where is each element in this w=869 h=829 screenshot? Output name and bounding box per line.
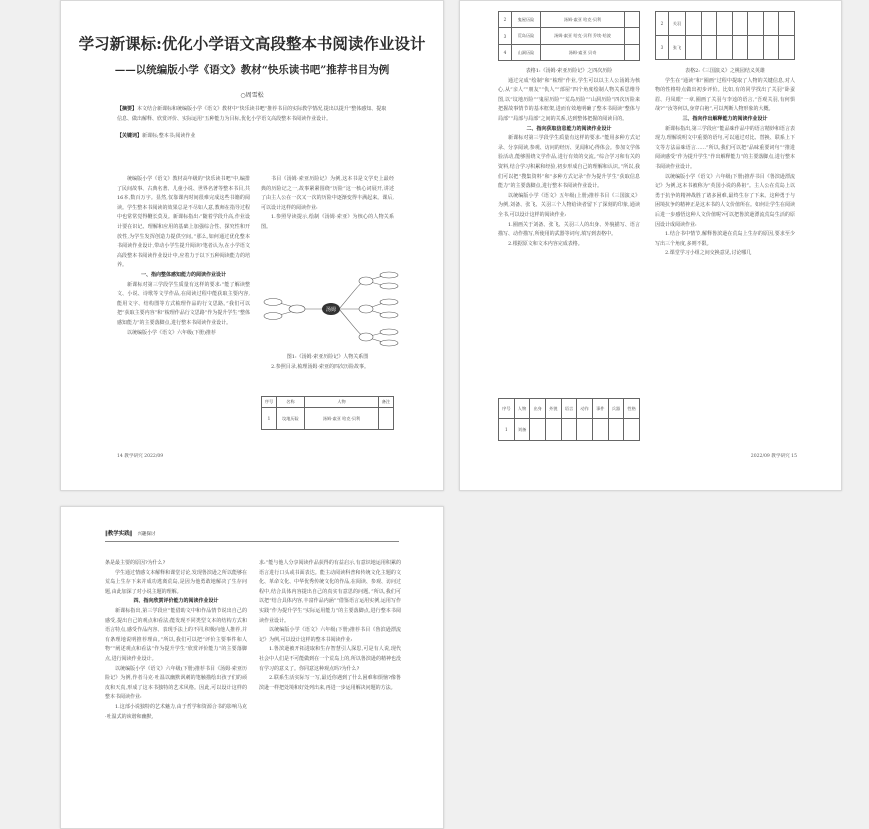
table-cell: 坟地历险	[277, 408, 305, 430]
page-footer: 14 教学研究 2022/09	[117, 454, 164, 459]
table-header: 兵器	[608, 399, 624, 419]
paragraph: 1.这部小说独特的艺术魅力,由于哲学和资源合书的影响马克·吐温式的诙谐和幽默,	[105, 703, 247, 720]
table-cell	[625, 45, 640, 61]
paragraph: 学生通过情感文本解释和课堂讨论,发现鲁滨逊之所以能够在荒岛上生存下来并成功逃离荒岛,是因为他勇敢地解决了生存问题,由此加深了对小说主题的理解。	[105, 569, 247, 595]
paragraph: 新课标指出,第三学段应“能品味作品中的语言精妙和语言表现力,理解说明文中重要的语句,可以通过对比、替换、联系上下文等方法品味语言……”所以,我们可以把“品味重要词句”“推进阅读感受”作为提升学生“作出解释能力”的主要落脚点,进行整本书阅读作业设计。	[655, 125, 795, 170]
table-cell: 关羽	[669, 12, 686, 36]
paragraph: 1.圈画关于刘备、张飞、关羽三人的出身、外貌描写、语言描写、动作描写,所使用的武器等词句,填写到表格中。	[498, 221, 640, 238]
table-header-row	[499, 399, 640, 419]
mindmap-center-label: 汤姆	[325, 307, 337, 313]
paragraph: 新课标对第三学段学生质量有这样的要求:“能了解读整文、小说、诗歌等文学作品,在阅读过程中能获取主要内容,能用文字、结构图等方式梳理作品的行文思路。”我们可以把“获取主要内容”和“梳理作品行文思路”作为提升学生“整体感知能力”的主要落脚点,进行整本书阅读作业设计。	[117, 281, 250, 326]
page-14	[60, 0, 444, 491]
table-header: 动作	[577, 399, 593, 419]
figure-caption-block	[261, 353, 394, 372]
article-title: 学习新课标:优化小学语文高段整本书阅读作业设计	[78, 34, 426, 53]
table-cell: 3	[656, 36, 669, 60]
table-cell: 汤姆·索亚 哈克·贝利 乔埃·哈波	[541, 28, 625, 45]
table-header: 人物	[514, 399, 530, 419]
table-cell: 汤姆·索亚 哈克·贝利	[541, 12, 625, 28]
table-cell: 2	[656, 12, 669, 36]
table-header: 人物	[305, 397, 379, 408]
table-header: 性格	[624, 399, 640, 419]
table-cell: 4	[499, 45, 512, 61]
table-header: 序号	[499, 399, 515, 419]
left-column	[498, 67, 640, 249]
paragraph: 2.联系生活实际写一写,最近你遇到了什么困难和烦恼?像鲁滨逊一样把处境和好处列出来,再进一步运用解决问题的方法。	[259, 675, 401, 691]
table-row	[499, 12, 640, 28]
author: ○周雪松	[240, 92, 264, 99]
page-16	[60, 506, 444, 829]
paragraph: 1.参照导读提示,绘制《汤姆·索亚》为核心的人物关系图。	[261, 214, 394, 230]
table-row	[262, 408, 394, 430]
table-cell: 1	[262, 408, 277, 430]
paragraph: 1.鲁滨逊被开拓进取和生存智慧引人深思,可是有人说,现代社会中人们是不可能做到在一个荒岛上的,所以鲁滨逊的精神也没有学习的意义了。你同意这种观点吗?为什么?	[259, 646, 401, 672]
table-caption: 表格1:《汤姆·索亚历险记》之四次历险	[525, 68, 613, 74]
table-cell: 刘备	[514, 419, 530, 441]
section-heading-2: 二、指向获取信息能力的阅读作业设计	[526, 125, 612, 132]
table-cell: 汤姆·索亚 贝奇	[541, 45, 625, 61]
table-cell: 荒岛历险	[512, 28, 541, 45]
character-table-continued	[655, 11, 795, 60]
table-row	[499, 28, 640, 45]
table-cell	[379, 408, 394, 430]
keywords-text: 新课标;整本书;阅读作业	[142, 133, 196, 139]
table-cell	[625, 28, 640, 45]
paragraph: 以统编版小学《语文》六年级(下册)推荐书目《鲁滨逊漂流记》为例,这本书被称为“英国小说的鼻祖”。主人公在荒岛上以勇于抗争的精神战胜了诸多困难,最终生存了下来。这种勇于与困境抗争的精神正是这本书的人文价值所在。如何让学生在阅读后进一步感悟这种人文价值呢?可以把鲁滨逊漂流荒岛生活的原因设计成阅读作业:	[655, 173, 795, 228]
table-header: 外貌	[545, 399, 561, 419]
paragraph: 条是最主要的原因?为什么?	[105, 560, 166, 566]
table-header: 备注	[379, 397, 394, 408]
character-table	[498, 398, 640, 441]
paragraph: 书目《汤姆·索亚历险记》为例,这本书是文学史上最经典的历险记之一,故事紧紧围绕“历险”这一核心词展开,讲述了由主人公在一次又一次的历险中逐渐变得丰满起来。课后,可以设计这样的阅读作业:	[261, 176, 394, 211]
paragraph: 以统编版小学《语文》六年级(下册)推荐书目《汤姆·索亚历险记》为例,作者马克·吐温以幽默讽刺的笔触描绘出孩子们的顽皮和天真,形成了这本书独特的艺术风格。因此,可以设计这样的整本书阅读作业:	[105, 665, 247, 701]
paragraph: 以统编版小学《语文》五年级(上册)推荐书目《三国演义》为例,刘备、张飞、关羽三个人物给读者留下了深刻的印象,通读全书,可以设计这样的阅读作业:	[498, 192, 640, 218]
page-footer: 2022/09 教学研究 15	[750, 454, 797, 459]
abstract-text: 本文结合新课标和统编版小学《语文》教材中“快乐读书吧”推荐书目的实际教学情况,提出以提升“整体感知、提取信息、做出解释、欣赏评价、实际运用”五种能力为目标,优化小学语文高段整本书阅读作业设计。	[117, 106, 387, 122]
section-heading-1: 一、指向整体感知能力的阅读作业设计	[140, 271, 226, 278]
section-heading-3: 三、指向作出解释能力的阅读作业设计	[682, 115, 768, 122]
paragraph: 求:“能与他人分享阅读作品获得的有益启示,有意识地运用积累的语言进行口头或书面表达。能主动阅读科普和传统文化主题的文化、革命文化、中华优秀传统文化的作品,在阅读、参观、访问过程中,结合具体内容提出自己的真实有意思的问题。”所以,我们可以把“结合具体内容,丰富作品内涵”“借鉴语言运用实例,运用写作实践”作为提升学生“实际运用能力”的主要落脚点,进行整本书阅读作业设计。	[259, 560, 401, 624]
right-column	[259, 559, 401, 828]
keywords-label: 【关键词】	[117, 133, 143, 139]
section-header-label: ‖教学实践‖	[105, 531, 133, 537]
page-15	[459, 0, 842, 491]
table-header: 序号	[262, 397, 277, 408]
section-header	[105, 529, 155, 537]
section-header-sub: 兴趣探讨	[137, 532, 156, 537]
table-row	[656, 12, 795, 36]
abstract	[117, 105, 391, 124]
paragraph: 2.课堂学习小组之间交换意见,讨论哪几	[665, 250, 752, 257]
adventure-table	[261, 396, 394, 430]
paragraph: 2.根据原文和文本内容完成表格。	[508, 240, 583, 247]
relationship-mindmap	[261, 269, 401, 349]
right-column	[655, 67, 795, 452]
table-row	[499, 45, 640, 61]
paragraph: 新课标指出,第三学段应“能借助文中和作品情节说出自己的感受,提出自己的观点和看法;能发现不同类型文本的结构方式和语言特点,感受作品内容、表现手法上的不同,积极向他人推荐,并有条理地说明推荐理由。”所以,我们可以把“评价主要事件和人物”“阐述观点和看法”作为提升学生“欣赏评价能力”的主要落脚点,进行阅读作业设计。	[105, 607, 247, 662]
left-column	[105, 559, 247, 828]
figure-caption: 图1:《汤姆·索亚历险记》人物关系图	[286, 354, 369, 360]
table-row	[656, 36, 795, 60]
table-header: 出身	[530, 399, 546, 419]
paragraph: 2.参照目录,梳理汤姆·索亚的四次历险故事。	[271, 363, 369, 370]
table-cell: 3	[499, 28, 512, 45]
section-heading-4: 四、指向欣赏评价能力的阅读作业设计	[133, 598, 219, 605]
abstract-label: 【摘要】	[117, 106, 138, 112]
paragraph: 通过完成“绘制”和“梳理”作业,学生可以以主人公汤姆为核心,从“亲人”“朋友”“仇人”“部屋”四个角度绘制人物关系思维导图,以“坟地历险”“鬼屋历险”“荒岛历险”“山洞历险”四次历险来把握故事情节的基本框架,进而有效地明确了整本书阅读“整体与局部”“局部与局部”之间的关系,达到整体把握的阅读目的。	[498, 77, 640, 122]
paragraph: 新课标对第三学段学生质量有这样的要求:“能用多种方式记录、分享阅读,参观、访问的经历、见闻和心得体会。参加文学体验活动,能够围绕文学作品,进行有效的交流。”综合学习和有关的资料,结合学习积累和经验,初步形成自己的理解和认识。”所以,我们可以把“搜集资料”和“多种方式记录”作为提升学生“获取信息能力”的主要落脚点,进行整本书阅读作业设计。	[498, 135, 640, 190]
table-cell	[625, 12, 640, 28]
table-cell: 张飞	[669, 36, 686, 60]
table-caption: 表格2:《三国演义》之桃园结义英雄	[685, 68, 765, 74]
header-divider	[105, 541, 399, 542]
table-cell: 2	[499, 12, 512, 28]
table-cell: 鬼屋历险	[512, 12, 541, 28]
paragraph: 以统编版小学《语文》六年级(下册)推荐	[127, 329, 216, 336]
adventure-table-continued	[498, 11, 640, 61]
table-row	[499, 419, 640, 441]
paragraph: 1.结合书中情节,解释鲁滨逊在荒岛上生存的原因,要求至少写出三个角度,多则不限。	[655, 231, 795, 247]
table-header: 名称	[277, 397, 305, 408]
table-cell: 汤姆·索亚 哈克·贝利	[305, 408, 379, 430]
right-column	[261, 175, 394, 233]
keywords	[117, 132, 391, 142]
article-subtitle: ——以统编版小学《语文》教材“快乐读书吧”推荐书目为例	[114, 64, 390, 76]
table-cell: 山洞历险	[512, 45, 541, 61]
table-cell: 1	[499, 419, 515, 441]
table-header: 语言	[561, 399, 577, 419]
left-column	[117, 175, 250, 435]
table-header: 事件	[592, 399, 608, 419]
paragraph: 统编版小学《语文》教材高年级的“快乐读书吧”中,编排了民间故事、古典名著、儿童小说、世界名著等整本书目,共16本,数百万字。显然,仅靠课内时间很难完成这些书籍的阅读。学生整本书阅读的效果总是不尽如人意,教师在指导过程中也常常觉得鞭长莫及。新课标指出:“随着学段升高,作业设计要在识记、理解和应用的基础上加强综合性、探究性和开放性,为学生发挥创造力提供空间。”那么,如何通过优化整本书阅读作业设计,带动小学生提升阅读?笔者认为,在小学语文高段整本书阅读作业设计中,应着力于以下五种阅读能力的培养。	[117, 176, 250, 269]
paragraph: 学生在“通读”和“圈画”过程中提取了人物的关键信息,对人物的性格特点做出初步评价。比如,有的同学找出了关羽“卧蚕眉、丹凤眼”一章,圈画了关羽与李逵的语言,“吾观关羽,有何惧哉?”“汝等何以,身穿白袍”,可以判断人物形象的大概。	[655, 77, 795, 113]
paragraph: 以统编版小学《语文》六年级(下册)推荐书目《鲁滨逊漂流记》为例,可以设计这样的整本书阅读作业:	[259, 627, 401, 643]
